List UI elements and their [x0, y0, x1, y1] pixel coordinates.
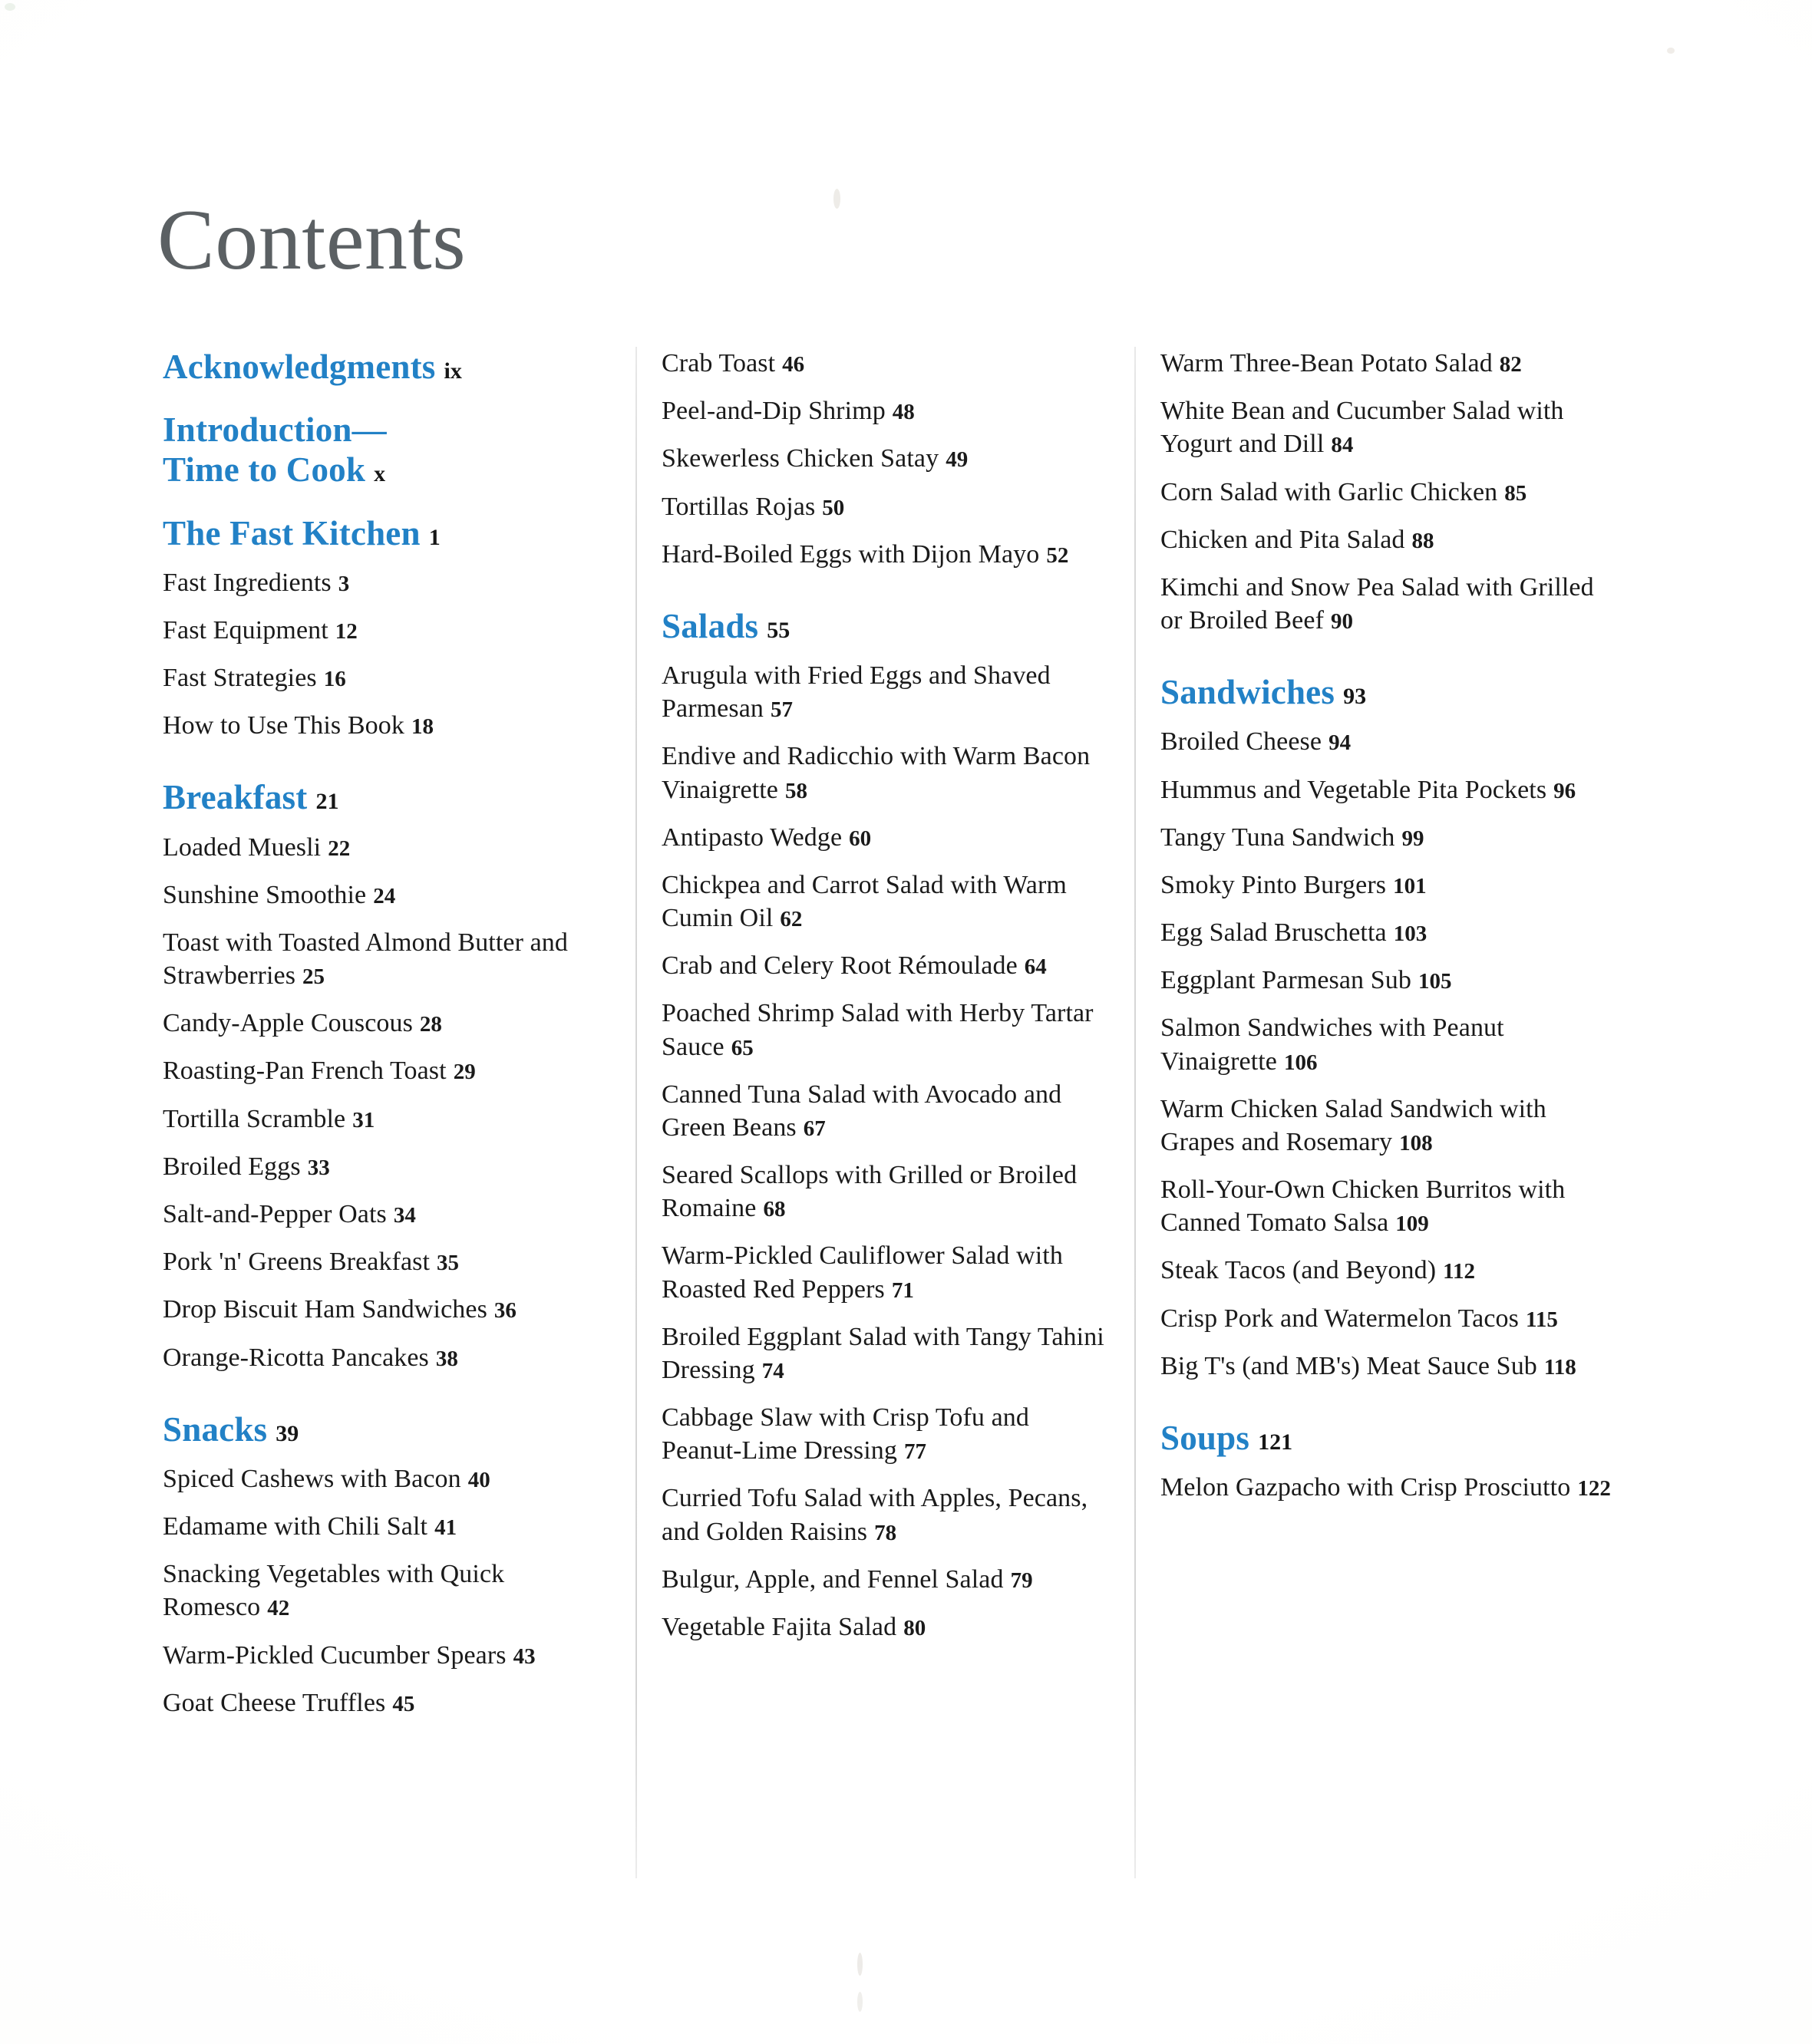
column-divider [635, 347, 637, 1878]
toc-entry-label: Crisp Pork and Watermelon Tacos [1160, 1304, 1519, 1333]
toc-entry-curried-tofu-salad-with-apples-pecans-and-golden[interactable] [662, 1482, 1107, 1548]
toc-entry-label: Orange-Ricotta Pancakes [163, 1343, 429, 1372]
section-heading-page-number: ix [444, 358, 462, 384]
toc-entry-label: Warm-Pickled Cauliflower Salad with Roasted Red Peppers [662, 1241, 1063, 1304]
toc-entry-steak-tacos-and-beyond[interactable] [1160, 1254, 1613, 1287]
toc-entry-label: Egg Salad Bruschetta [1160, 918, 1387, 948]
toc-entry-page-number: 112 [1443, 1259, 1476, 1284]
toc-entry-label: Eggplant Parmesan Sub [1160, 966, 1411, 995]
toc-entry-orange-ricotta-pancakes[interactable] [163, 1341, 608, 1374]
toc-entry-goat-cheese-truffles[interactable] [163, 1686, 608, 1719]
toc-entry-label: Antipasto Wedge [662, 823, 843, 852]
section-heading-salads[interactable] [662, 606, 1107, 646]
toc-entry-label: Salt-and-Pepper Oats [163, 1200, 387, 1228]
section-heading-page-number: 39 [276, 1420, 299, 1446]
toc-entry-label: Poached Shrimp Salad with Herby Tartar Sauce [662, 999, 1094, 1061]
toc-entry-corn-salad-with-garlic-chicken[interactable] [1160, 476, 1613, 509]
toc-entry-page-number: 31 [352, 1107, 375, 1132]
toc-entry-kimchi-and-snow-pea-salad-with-grilled-or-broile[interactable] [1160, 571, 1613, 637]
toc-entry-crab-and-celery-root-r-moulade[interactable] [662, 949, 1107, 982]
toc-entry-page-number: 79 [1010, 1568, 1033, 1593]
section-heading-label: Snacks [163, 1409, 268, 1449]
toc-entry-label: Toast with Toasted Almond Butter and Strawberries [163, 928, 568, 991]
toc-entry-page-number: 84 [1331, 433, 1354, 458]
toc-entry-page-number: 90 [1331, 609, 1353, 635]
toc-entry-page-number: 122 [1577, 1476, 1611, 1502]
contents-column-2 [662, 347, 1107, 1658]
toc-entry-label: Bulgur, Apple, and Fennel Salad [662, 1564, 1004, 1594]
toc-entry-label: Corn Salad with Garlic Chicken [1160, 477, 1498, 506]
toc-entry-page-number: 99 [1401, 826, 1424, 851]
toc-entry-white-bean-and-cucumber-salad-with-yogurt-and-di[interactable] [1160, 394, 1613, 460]
toc-entry-label: Tortilla Scramble [163, 1104, 346, 1133]
toc-entry-page-number: 77 [904, 1439, 926, 1465]
toc-entry-page-number: 43 [513, 1643, 536, 1669]
scan-artifact [857, 1953, 863, 1976]
toc-entry-hummus-and-vegetable-pita-pockets[interactable] [1160, 773, 1613, 806]
toc-entry-drop-biscuit-ham-sandwiches[interactable] [163, 1293, 608, 1326]
toc-entry-label: How to Use This Book [163, 711, 404, 740]
toc-entry-bulgur-apple-and-fennel-salad[interactable] [662, 1563, 1107, 1596]
toc-entry-broiled-eggs[interactable] [163, 1150, 608, 1183]
toc-entry-page-number: 103 [1393, 921, 1427, 947]
toc-entry-chickpea-and-carrot-salad-with-warm-cumin-oil[interactable] [662, 869, 1107, 935]
toc-entry-label: Tortillas Rojas [662, 492, 816, 521]
toc-entry-label: Loaded Muesli [163, 832, 322, 862]
toc-entry-label: Kimchi and Snow Pea Salad with Grilled or Broiled Beef [1160, 572, 1594, 635]
toc-entry-label: Seared Scallops with Grilled or Broiled Romaine [662, 1161, 1078, 1223]
toc-entry-page-number: 18 [411, 714, 434, 740]
column-divider [1134, 347, 1136, 1878]
toc-entry-label: Chickpea and Carrot Salad with Warm Cumin Oil [662, 870, 1067, 933]
toc-entry-page-number: 34 [393, 1203, 416, 1228]
toc-entry-crisp-pork-and-watermelon-tacos[interactable] [1160, 1302, 1613, 1335]
toc-entry-page-number: 33 [307, 1155, 330, 1180]
toc-entry-tortillas-rojas[interactable] [662, 490, 1107, 523]
toc-entry-edamame-with-chili-salt[interactable] [163, 1510, 608, 1543]
toc-entry-label: Tangy Tuna Sandwich [1160, 823, 1395, 852]
toc-entry-page-number: 80 [903, 1616, 926, 1640]
toc-entry-page-number: 49 [946, 447, 969, 473]
toc-entry-roasting-pan-french-toast[interactable] [163, 1054, 608, 1087]
toc-entry-page-number: 52 [1046, 542, 1069, 568]
toc-entry-label: Roasting-Pan French Toast [163, 1057, 447, 1086]
toc-entry-tangy-tuna-sandwich[interactable] [1160, 821, 1613, 854]
section-heading-label: The Fast Kitchen [163, 513, 421, 552]
toc-entry-page-number: 3 [338, 571, 350, 596]
toc-entry-page-number: 105 [1418, 969, 1452, 994]
toc-entry-antipasto-wedge[interactable] [662, 821, 1107, 854]
section-heading-page-number: 121 [1258, 1429, 1293, 1455]
toc-entry-roll-your-own-chicken-burritos-with-canned-tomat[interactable] [1160, 1173, 1613, 1239]
page-title: Contents [157, 193, 467, 288]
toc-entry-cabbage-slaw-with-crisp-tofu-and-peanut-lime-dre[interactable] [662, 1401, 1107, 1467]
toc-entry-fast-ingredients[interactable] [163, 566, 608, 599]
toc-entry-crab-toast[interactable] [662, 347, 1107, 380]
toc-entry-label: Broiled Eggs [163, 1152, 301, 1181]
toc-entry-label: Warm Chicken Salad Sandwich with Grapes and Rosemary [1160, 1094, 1546, 1156]
toc-entry-label: Broiled Cheese [1160, 727, 1322, 757]
toc-entry-label: Snacking Vegetables with Quick Romesco [163, 1560, 505, 1622]
toc-entry-page-number: 82 [1499, 352, 1522, 377]
toc-entry-warm-pickled-cauliflower-salad-with-roasted-red-[interactable] [662, 1239, 1107, 1305]
section-heading-label: Acknowledgments [163, 348, 436, 386]
toc-entry-peel-and-dip-shrimp[interactable] [662, 394, 1107, 427]
toc-entry-broiled-eggplant-salad-with-tangy-tahini-dressin[interactable] [662, 1320, 1107, 1386]
toc-entry-page-number: 78 [874, 1520, 897, 1545]
toc-entry-eggplant-parmesan-sub[interactable] [1160, 964, 1613, 997]
section-heading-snacks[interactable] [163, 1409, 608, 1449]
toc-entry-page-number: 24 [373, 883, 396, 908]
toc-entry-warm-chicken-salad-sandwich-with-grapes-and-rose[interactable] [1160, 1093, 1613, 1159]
toc-entry-page-number: 42 [267, 1596, 290, 1621]
toc-entry-label: Salmon Sandwiches with Peanut Vinaigrette [1160, 1014, 1504, 1076]
toc-entry-seared-scallops-with-grilled-or-broiled-romaine[interactable] [662, 1159, 1107, 1225]
toc-entry-how-to-use-this-book[interactable] [163, 709, 608, 742]
toc-entry-page-number: 108 [1399, 1130, 1433, 1156]
toc-entry-page-number: 88 [1411, 528, 1434, 553]
toc-entry-sunshine-smoothie[interactable] [163, 879, 608, 912]
toc-entry-page-number: 36 [493, 1298, 517, 1324]
toc-entry-page-number: 118 [1543, 1354, 1576, 1380]
toc-entry-page-number: 48 [892, 400, 915, 425]
toc-entry-label: Warm-Pickled Cucumber Spears [163, 1640, 507, 1670]
toc-entry-toast-with-toasted-almond-butter-and-strawberrie[interactable] [163, 926, 608, 992]
toc-entry-label: Peel-and-Dip Shrimp [662, 397, 886, 426]
toc-entry-endive-and-radicchio-with-warm-bacon-vinaigrette[interactable] [662, 740, 1107, 806]
section-heading-page-number: 55 [767, 617, 790, 643]
toc-entry-page-number: 16 [323, 667, 346, 692]
section-heading-label: Breakfast [163, 778, 308, 817]
toc-entry-page-number: 35 [437, 1251, 460, 1276]
toc-entry-page-number: 67 [803, 1116, 826, 1141]
toc-entry-page-number: 109 [1395, 1212, 1429, 1237]
section-heading-label: Sandwiches [1160, 673, 1335, 712]
toc-entry-page-number: 45 [392, 1691, 415, 1716]
toc-entry-page-number: 68 [763, 1197, 786, 1222]
toc-entry-egg-salad-bruschetta[interactable] [1160, 916, 1613, 949]
toc-entry-label: Fast Ingredients [163, 568, 332, 597]
toc-entry-page-number: 22 [328, 836, 351, 861]
section-heading-label: Salads [662, 606, 759, 645]
toc-entry-melon-gazpacho-with-crisp-prosciutto[interactable] [1160, 1471, 1613, 1504]
toc-entry-label: Canned Tuna Salad with Avocado and Green Beans [662, 1080, 1062, 1142]
toc-entry-page-number: 94 [1328, 730, 1352, 756]
toc-entry-label: Roll-Your-Own Chicken Burritos with Canned Tomato Salsa [1160, 1175, 1566, 1238]
toc-entry-page-number: 25 [302, 964, 325, 990]
toc-entry-canned-tuna-salad-with-avocado-and-green-beans[interactable] [662, 1078, 1107, 1144]
section-heading-breakfast[interactable] [163, 777, 608, 817]
toc-entry-skewerless-chicken-satay[interactable] [662, 442, 1107, 475]
toc-entry-label: Steak Tacos (and Beyond) [1160, 1256, 1437, 1285]
contents-column-3 [1160, 347, 1613, 1518]
toc-entry-label: Warm Three-Bean Potato Salad [1160, 349, 1493, 377]
toc-entry-page-number: 74 [761, 1358, 784, 1383]
toc-entry-label: Fast Equipment [163, 615, 328, 645]
section-heading-the-fast-kitchen[interactable] [163, 513, 608, 553]
toc-entry-big-ts-and-mbs-meat-sauce-sub[interactable] [1160, 1350, 1613, 1383]
toc-entry-label: Fast Strategies [163, 664, 317, 693]
section-heading-soups[interactable] [1160, 1418, 1613, 1458]
toc-entry-salt-and-pepper-oats[interactable] [163, 1198, 608, 1231]
toc-entry-page-number: 106 [1284, 1050, 1318, 1075]
toc-entry-label: White Bean and Cucumber Salad with Yogurt and Dill [1160, 397, 1564, 459]
toc-entry-snacking-vegetables-with-quick-romesco[interactable] [163, 1558, 608, 1624]
toc-entry-arugula-with-fried-eggs-and-shaved-parmesan[interactable] [662, 659, 1107, 725]
scan-artifact [5, 3, 15, 11]
toc-entry-page-number: 58 [785, 778, 807, 803]
toc-entry-label: Pork 'n' Greens Breakfast [163, 1248, 431, 1277]
toc-entry-label: Cabbage Slaw with Crisp Tofu and Peanut-Lime Dressing [662, 1403, 1029, 1465]
toc-entry-label: Drop Biscuit Ham Sandwiches [163, 1295, 487, 1324]
toc-entry-salmon-sandwiches-with-peanut-vinaigrette[interactable] [1160, 1011, 1613, 1077]
toc-entry-page-number: 46 [782, 352, 805, 377]
contents-columns [0, 347, 1812, 1889]
toc-entry-label: Crab Toast [662, 349, 776, 377]
toc-entry-vegetable-fajita-salad[interactable] [662, 1610, 1107, 1643]
section-heading-page-number: 93 [1343, 684, 1367, 710]
toc-entry-label: Curried Tofu Salad with Apples, Pecans, and Golden Raisins [662, 1484, 1088, 1546]
toc-entry-fast-equipment[interactable] [163, 614, 608, 647]
toc-entry-warm-three-bean-potato-salad[interactable] [1160, 347, 1613, 380]
toc-entry-page-number: 57 [770, 697, 793, 723]
toc-entry-label: Crab and Celery Root Rémoulade [662, 951, 1018, 981]
toc-entry-label: Arugula with Fried Eggs and Shaved Parmesan [662, 661, 1051, 724]
scan-artifact [857, 1992, 863, 2012]
toc-entry-page-number: 96 [1553, 778, 1576, 803]
toc-entry-page-number: 12 [335, 618, 358, 644]
toc-entry-loaded-muesli[interactable] [163, 831, 608, 864]
toc-entry-warm-pickled-cucumber-spears[interactable] [163, 1639, 608, 1672]
toc-entry-hard-boiled-eggs-with-dijon-mayo[interactable] [662, 538, 1107, 571]
toc-entry-label: Melon Gazpacho with Crisp Prosciutto [1160, 1473, 1571, 1502]
section-heading-label: Soups [1160, 1418, 1250, 1457]
toc-entry-label: Edamame with Chili Salt [163, 1512, 428, 1541]
toc-entry-page-number: 29 [453, 1060, 476, 1085]
toc-entry-page-number: 60 [849, 826, 872, 851]
toc-entry-page-number: 28 [419, 1012, 442, 1037]
section-heading-acknowledgments[interactable] [163, 347, 608, 387]
toc-entry-pork-n-greens-breakfast[interactable] [163, 1245, 608, 1278]
toc-entry-poached-shrimp-salad-with-herby-tartar-sauce[interactable] [662, 997, 1107, 1063]
toc-entry-label: Skewerless Chicken Satay [662, 444, 939, 473]
section-heading-introduction-time-to-cook[interactable] [163, 410, 608, 490]
toc-entry-label: Hard-Boiled Eggs with Dijon Mayo [662, 539, 1040, 569]
toc-entry-label: Spiced Cashews with Bacon [163, 1464, 461, 1493]
toc-entry-page-number: 64 [1024, 954, 1047, 980]
toc-entry-page-number: 65 [731, 1035, 754, 1060]
toc-entry-page-number: 71 [891, 1278, 914, 1303]
toc-entry-chicken-and-pita-salad[interactable] [1160, 523, 1613, 556]
section-heading-page-number: 21 [315, 789, 339, 815]
toc-entry-label: Chicken and Pita Salad [1160, 525, 1405, 554]
section-heading-label: Introduction— Time to Cook [163, 410, 387, 490]
toc-entry-page-number: 41 [434, 1515, 457, 1541]
section-heading-page-number: x [374, 461, 386, 487]
toc-entry-label: Endive and Radicchio with Warm Bacon Vinaigrette [662, 742, 1091, 804]
toc-entry-label: Hummus and Vegetable Pita Pockets [1160, 775, 1547, 804]
section-heading-sandwiches[interactable] [1160, 672, 1613, 712]
toc-entry-fast-strategies[interactable] [163, 661, 608, 694]
toc-entry-candy-apple-couscous[interactable] [163, 1007, 608, 1040]
toc-entry-smoky-pinto-burgers[interactable] [1160, 869, 1613, 902]
toc-entry-spiced-cashews-with-bacon[interactable] [163, 1462, 608, 1495]
toc-entry-label: Goat Cheese Truffles [163, 1688, 386, 1717]
toc-entry-broiled-cheese[interactable] [1160, 725, 1613, 758]
toc-entry-page-number: 62 [780, 907, 803, 932]
scan-artifact [833, 189, 840, 209]
toc-entry-label: Vegetable Fajita Salad [662, 1613, 897, 1641]
section-heading-page-number: 1 [428, 524, 441, 550]
toc-entry-page-number: 38 [435, 1346, 458, 1371]
toc-entry-page-number: 50 [822, 495, 845, 520]
toc-entry-label: Big T's (and MB's) Meat Sauce Sub [1160, 1351, 1537, 1380]
toc-entry-label: Broiled Eggplant Salad with Tangy Tahini Dressing [662, 1322, 1104, 1384]
toc-entry-label: Smoky Pinto Burgers [1160, 870, 1387, 899]
toc-entry-page-number: 85 [1504, 480, 1527, 506]
contents-column-1 [163, 347, 608, 1734]
toc-entry-label: Candy-Apple Couscous [163, 1009, 413, 1038]
toc-entry-label: Sunshine Smoothie [163, 880, 367, 909]
toc-entry-tortilla-scramble[interactable] [163, 1103, 608, 1136]
toc-entry-page-number: 115 [1525, 1307, 1558, 1332]
toc-entry-page-number: 40 [467, 1467, 490, 1492]
toc-entry-page-number: 101 [1393, 873, 1427, 898]
scan-artifact [1667, 48, 1675, 54]
